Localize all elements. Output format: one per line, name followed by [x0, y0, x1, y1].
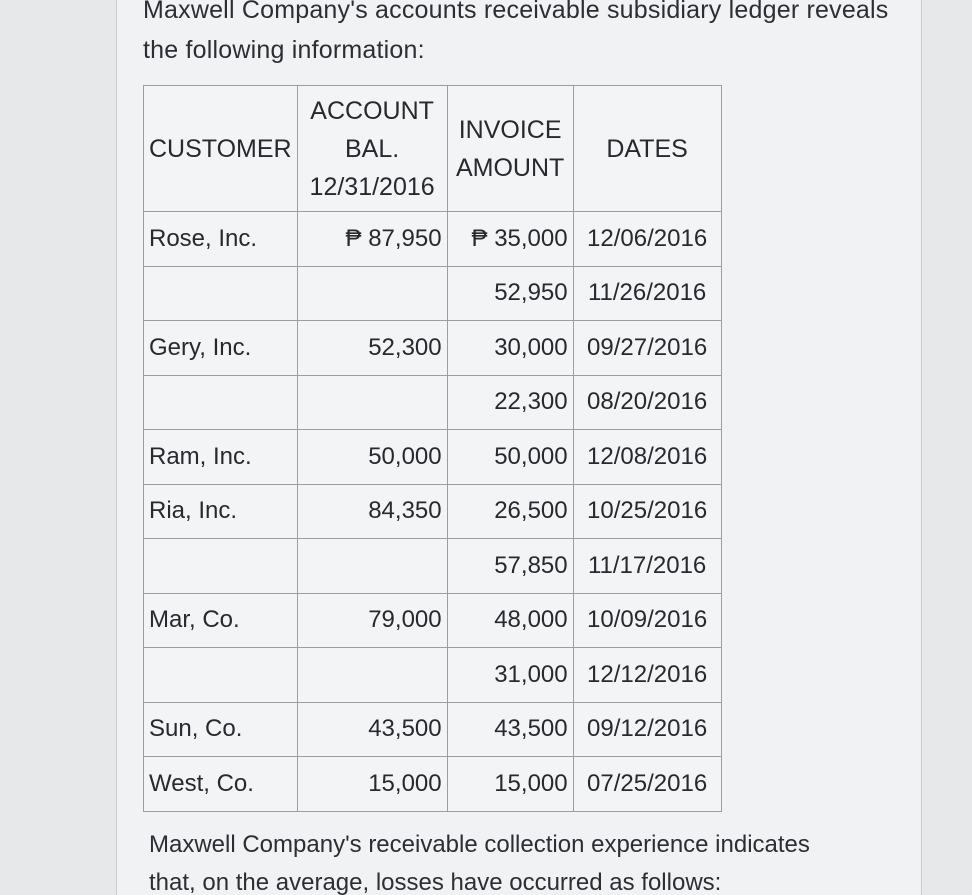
- outro-line-2: that, on the average, losses have occurred as follows:: [149, 869, 722, 895]
- cell-customer: [144, 266, 298, 321]
- cell-date: 12/12/2016: [573, 648, 721, 703]
- intro-line-2: the following information:: [143, 36, 425, 64]
- header-account-balance-line-3: 12/31/2016: [309, 172, 435, 201]
- cell-invoice-amount: 22,300: [447, 375, 573, 430]
- cell-date: 09/27/2016: [573, 321, 721, 376]
- cell-customer: Rose, Inc.: [144, 212, 298, 267]
- outro-line-1: Maxwell Company's receivable collection experience indicates: [149, 831, 810, 858]
- cell-customer: Sun, Co.: [144, 702, 298, 757]
- cell-invoice-amount: 50,000: [447, 430, 573, 485]
- header-invoice-amount: [447, 86, 573, 212]
- cell-customer: West, Co.: [144, 757, 298, 812]
- table-row: [144, 266, 722, 321]
- table-row: [144, 375, 722, 430]
- cell-customer: Ram, Inc.: [144, 430, 298, 485]
- outro-paragraph: [149, 826, 909, 895]
- cell-invoice-amount: 52,950: [447, 266, 573, 321]
- cell-account-balance: [297, 266, 447, 321]
- header-row: [144, 86, 722, 212]
- cell-account-balance: [297, 648, 447, 703]
- table-row: [144, 321, 722, 376]
- header-dates-label: DATES: [606, 134, 688, 163]
- cell-invoice-amount: 57,850: [447, 539, 573, 594]
- cell-customer: Ria, Inc.: [144, 484, 298, 539]
- table-row: [144, 212, 722, 267]
- header-customer-label: CUSTOMER: [149, 134, 292, 163]
- cell-invoice-amount: 30,000: [447, 321, 573, 376]
- cell-date: 11/17/2016: [573, 539, 721, 594]
- header-invoice-amount-line-1: INVOICE: [458, 115, 562, 144]
- cell-invoice-amount: 31,000: [447, 648, 573, 703]
- cell-invoice-amount: 15,000: [447, 757, 573, 812]
- header-dates: [573, 86, 721, 212]
- cell-date: 08/20/2016: [573, 375, 721, 430]
- cell-account-balance: 79,000: [297, 593, 447, 648]
- cell-date: 09/12/2016: [573, 702, 721, 757]
- cell-customer: Mar, Co.: [144, 593, 298, 648]
- cell-customer: Gery, Inc.: [144, 321, 298, 376]
- header-customer: [144, 86, 298, 212]
- cell-customer: [144, 648, 298, 703]
- cell-account-balance: 15,000: [297, 757, 447, 812]
- cell-date: 10/09/2016: [573, 593, 721, 648]
- cell-invoice-amount: 48,000: [447, 593, 573, 648]
- cell-date: 11/26/2016: [573, 266, 721, 321]
- cell-date: 10/25/2016: [573, 484, 721, 539]
- table-row: [144, 539, 722, 594]
- cell-invoice-amount: ₱ 35,000: [447, 212, 573, 267]
- cell-account-balance: 43,500: [297, 702, 447, 757]
- header-invoice-amount-line-2: AMOUNT: [455, 153, 565, 182]
- cell-account-balance: ₱ 87,950: [297, 212, 447, 267]
- table-row: [144, 593, 722, 648]
- header-account-balance-line-2: BAL.: [345, 134, 400, 163]
- table-row: [144, 484, 722, 539]
- cell-account-balance: [297, 539, 447, 594]
- intro-line-1: Maxwell Company's accounts receivable subsidiary ledger reveals: [143, 0, 889, 24]
- intro-paragraph: [143, 0, 903, 70]
- cell-account-balance: [297, 375, 447, 430]
- header-account-balance-line-1: ACCOUNT: [310, 96, 434, 125]
- cell-invoice-amount: 26,500: [447, 484, 573, 539]
- table-row: [144, 757, 722, 812]
- header-account-balance: [297, 86, 447, 212]
- table-row: [144, 648, 722, 703]
- table-row: [144, 430, 722, 485]
- cell-date: 07/25/2016: [573, 757, 721, 812]
- table-row: [144, 702, 722, 757]
- cell-date: 12/08/2016: [573, 430, 721, 485]
- cell-account-balance: 50,000: [297, 430, 447, 485]
- cell-date: 12/06/2016: [573, 212, 721, 267]
- cell-customer: [144, 375, 298, 430]
- cell-account-balance: 84,350: [297, 484, 447, 539]
- cell-account-balance: 52,300: [297, 321, 447, 376]
- cell-invoice-amount: 43,500: [447, 702, 573, 757]
- ledger-table: [143, 85, 722, 812]
- cell-customer: [144, 539, 298, 594]
